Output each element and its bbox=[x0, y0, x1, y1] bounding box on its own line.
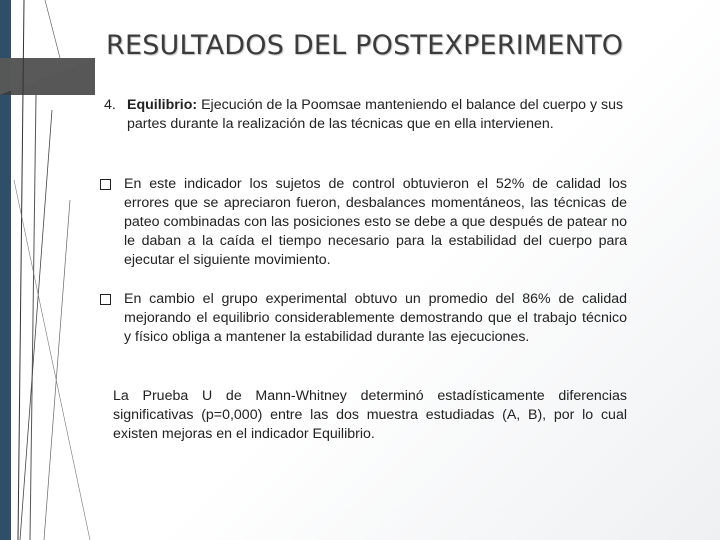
slide-title: RESULTADOS DEL POSTEXPERIMENTO bbox=[106, 30, 624, 61]
decorative-lines bbox=[0, 0, 140, 540]
list-item bbox=[100, 175, 627, 270]
conclusion-paragraph: La Prueba U de Mann-Whitney determinó estadísticamente diferencias significativas (p=0,000) entre las dos muestra estudiadas (A, B), por lo cual existen mejoras en el indicador Equilibrio. bbox=[113, 388, 627, 442]
item-lead-term: Equilibrio: bbox=[127, 97, 198, 113]
numbered-item-equilibrio bbox=[104, 96, 624, 134]
checkbox-bullet-icon bbox=[100, 294, 111, 305]
bullet-text: En este indicador los sujetos de control obtuvieron el 52% de calidad los errores que se apreciaron fueron, desbalances momentáneos, las técnicas de pateo combinadas con las posiciones esto se debe a que después de patear no le daban a la caída el tiempo necesario para la estabilidad del cuerpo para ejecutar el siguiente movimiento. bbox=[124, 176, 627, 268]
item-number: 4. bbox=[104, 97, 116, 113]
bullet-text: En cambio el grupo experimental obtuvo un promedio del 86% de calidad mejorando el equilibrio considerablemente demostrando que el trabajo técnico y físico obliga a mantener la estabilidad durante las ejecuciones. bbox=[124, 291, 627, 345]
item-description: Ejecución de la Poomsae manteniendo el balance del cuerpo y sus partes durante la realización de las técnicas que en ella intervienen. bbox=[127, 97, 624, 132]
list-item bbox=[100, 290, 627, 347]
checkbox-bullet-icon bbox=[100, 179, 111, 190]
